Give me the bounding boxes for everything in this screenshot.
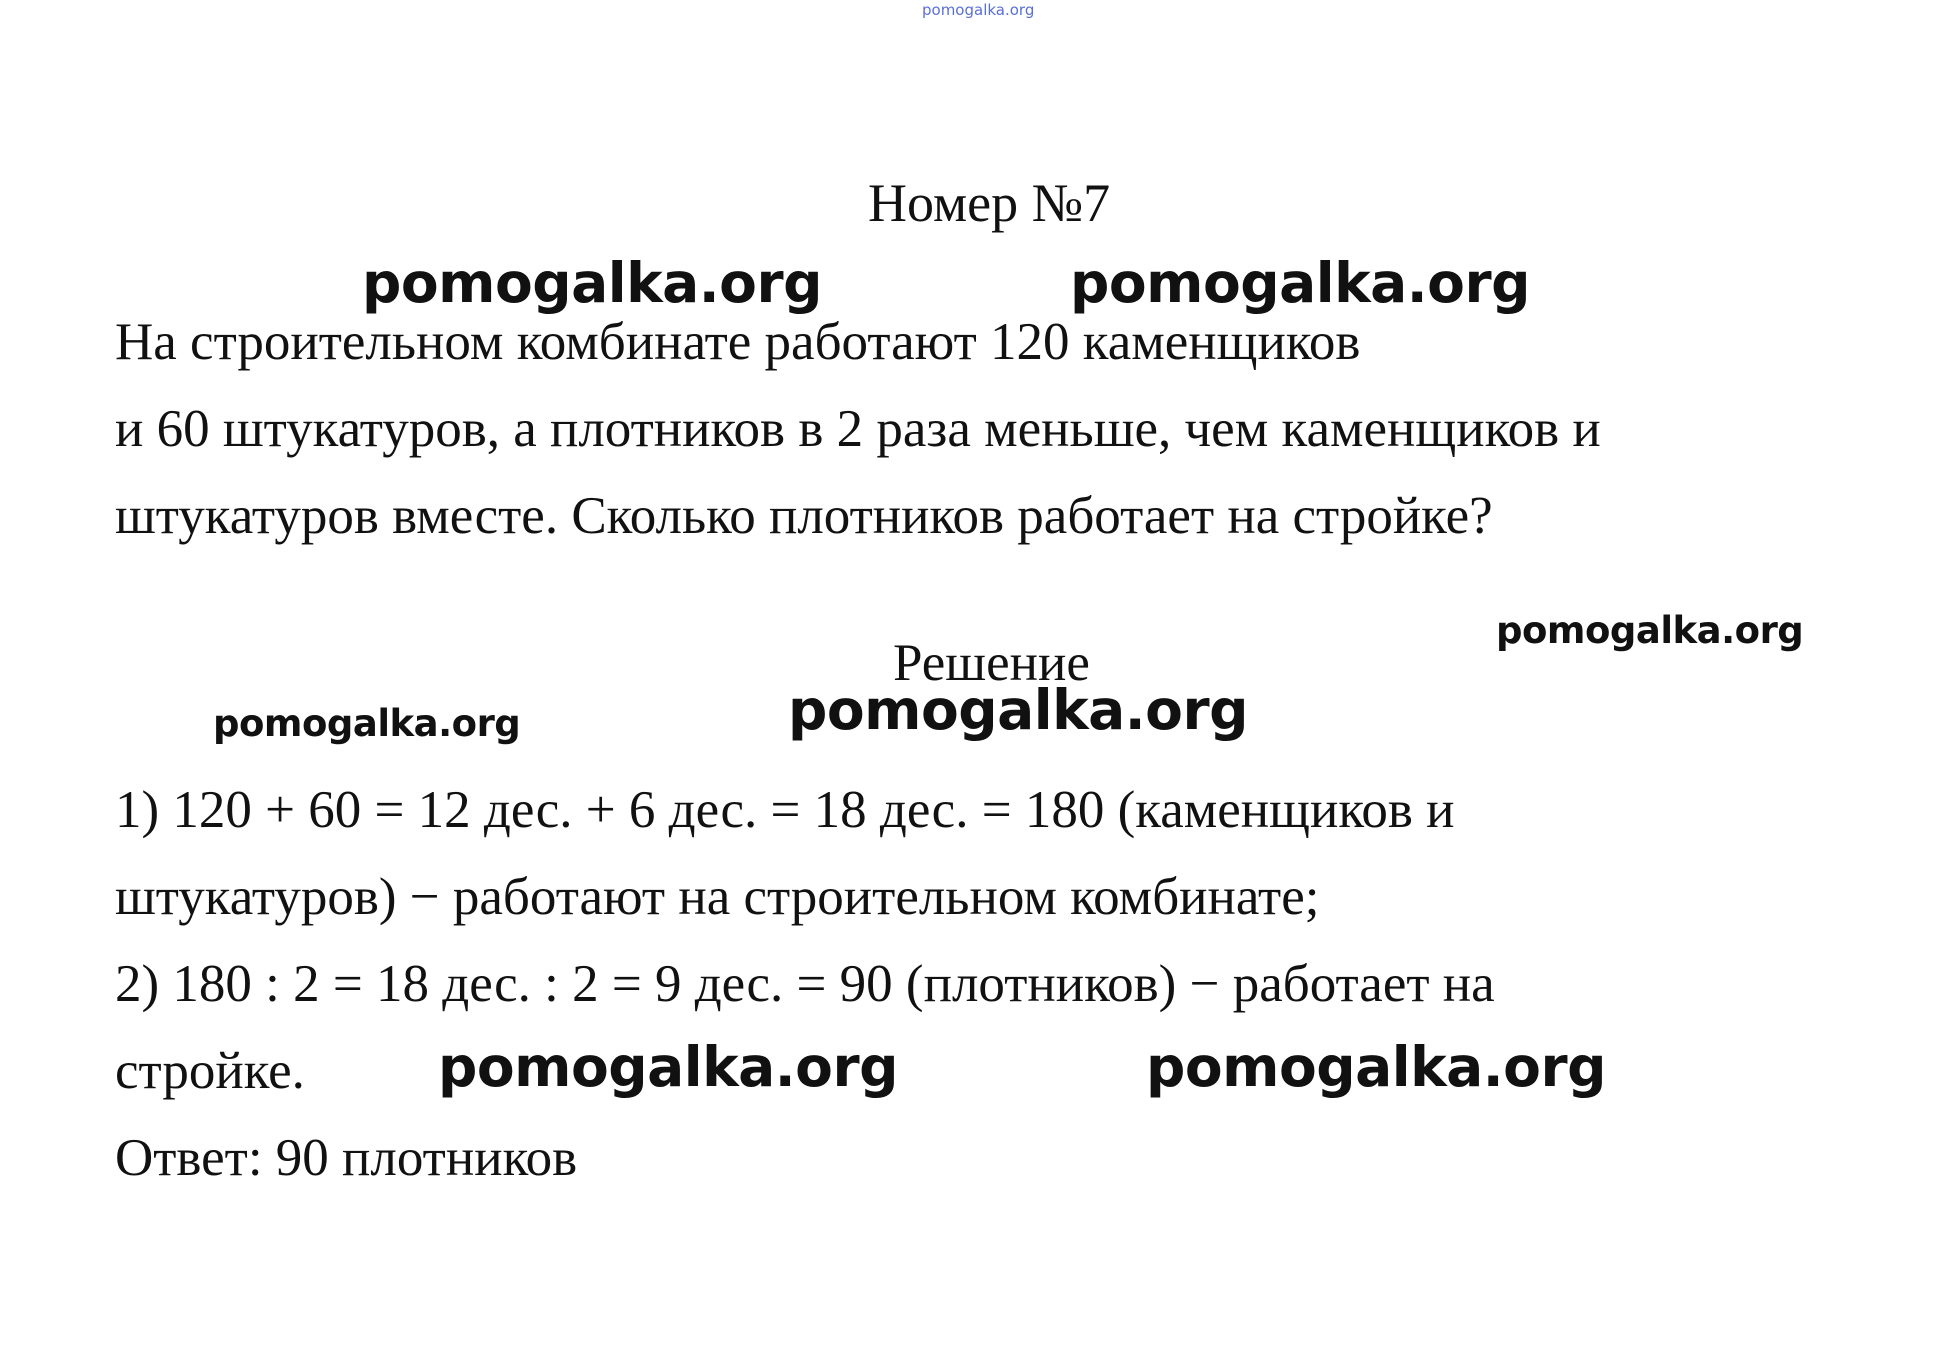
watermark: pomogalka.org xyxy=(438,1035,898,1099)
watermark: pomogalka.org xyxy=(362,251,822,315)
watermark: pomogalka.org xyxy=(1496,609,1804,652)
page-title: Номер №7 xyxy=(868,173,1111,233)
problem-line-1: На строительном комбинате работают 120 каменщиков xyxy=(115,313,1361,371)
answer-line: Ответ: 90 плотников xyxy=(115,1129,578,1187)
watermark: pomogalka.org xyxy=(213,702,521,745)
watermark: pomogalka.org xyxy=(788,678,1248,742)
watermark: pomogalka.org xyxy=(1070,251,1530,315)
problem-line-2: и 60 штукатуров, а плотников в 2 раза меньше, чем каменщиков и xyxy=(115,400,1601,458)
solution-heading: Решение xyxy=(893,634,1090,692)
solution-line-4: стройке. xyxy=(115,1042,305,1100)
solution-line-1: 1) 120 + 60 = 12 дес. + 6 дес. = 18 дес. = 180 (каменщиков и xyxy=(115,781,1455,839)
top-watermark: pomogalka.org xyxy=(922,1,1035,19)
solution-line-3: 2) 180 : 2 = 18 дес. : 2 = 9 дес. = 90 (плотников) − работает на xyxy=(115,955,1495,1013)
solution-line-2: штукатуров) − работают на строительном комбинате; xyxy=(115,868,1320,926)
problem-line-3: штукатуров вместе. Сколько плотников работает на стройке? xyxy=(115,487,1493,545)
watermark: pomogalka.org xyxy=(1146,1035,1606,1099)
